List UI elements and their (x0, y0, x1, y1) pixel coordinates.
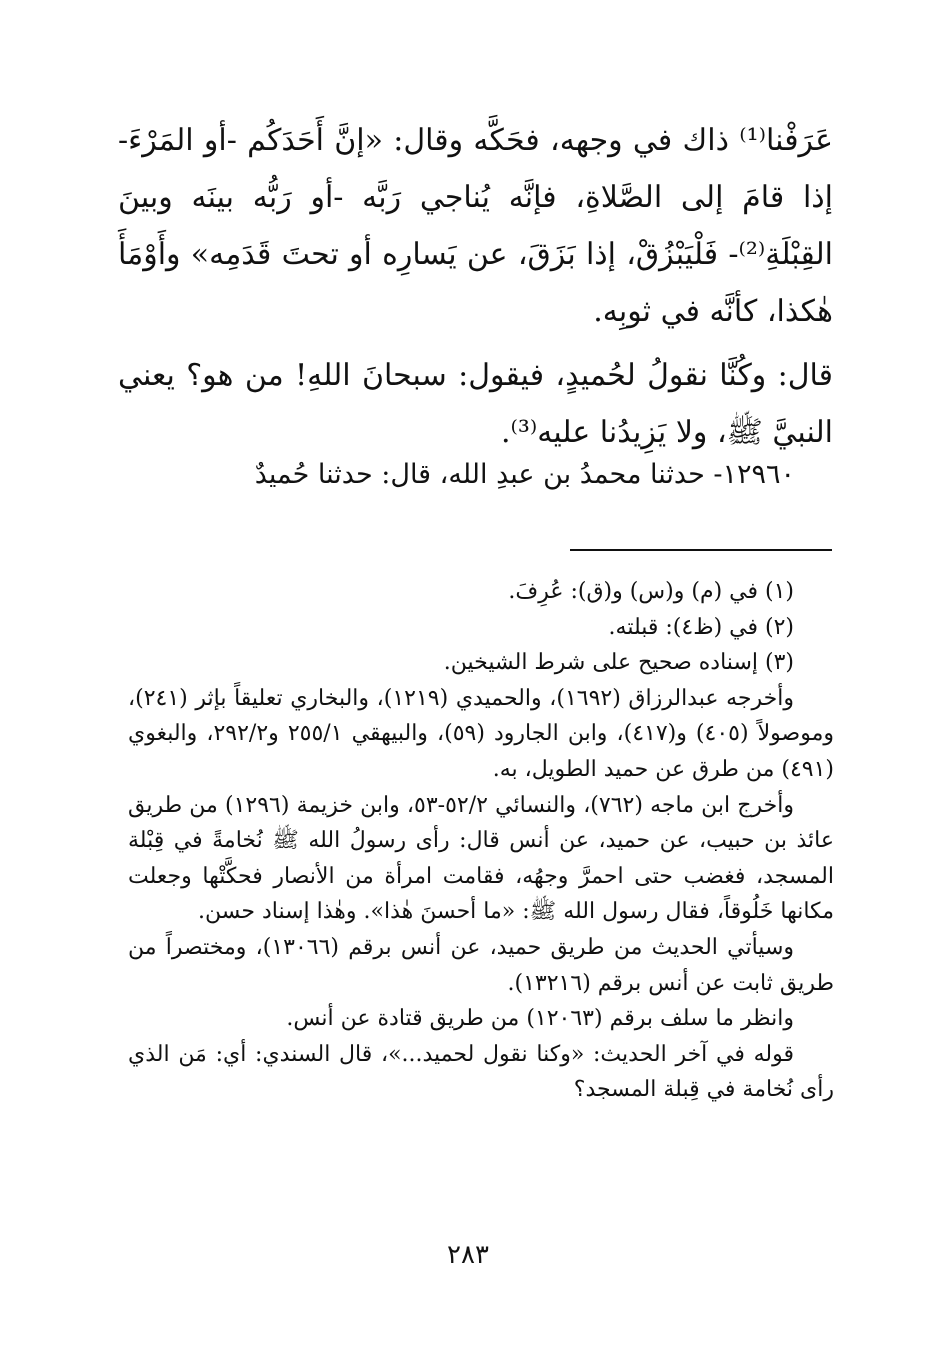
footnote-paragraph-2: وأخرج ابن ماجه (٧٦٢)، والنسائي ٥٢/٢-٥٣، وابن خزيمة (١٢٩٦) من طريق عائذ بن حبيب، عن حميد، عن أنس قال: رأى رسولُ الله ﷺ نُخامةً في قِبْلة المسجد، فغضب حتى احمرَّ وجهُه، فقامت امرأة من الأنصار فحكَّتْها وجعلت مكانها خَلُوقاً، فقال رسول الله ﷺ: «ما أحسنَ هٰذا». وهٰذا إسناد حسن. (128, 792, 834, 925)
footnote-paragraph-1: وأخرجه عبدالرزاق (١٦٩٢)، والحميدي (١٢١٩)، والبخاري تعليقاً بإثر (٢٤١)، وموصولاً (٤٠٥) و(٤١٧)، وابن الجارود (٥٩)، والبيهقي ٢٥٥/١ و٢٩٢/٢، والبغوي (٤٩١) من طرق عن حميد الطويل، به. (128, 685, 834, 782)
hadith-heading: ١٢٩٦٠- حدثنا محمدُ بن عبدِ الله، قال: حدثنا حُميدٌ (254, 459, 795, 490)
footnote-1: (١) في (م) و(س) و(ق): عُرِفَ. (508, 579, 794, 604)
footnote-divider (570, 549, 832, 551)
footnotes (128, 574, 834, 1108)
main-paragraph-1: عَرَفْنا⁽¹⁾ ذاك في وجهه، فحَكَّه وقال: «إنَّ أَحَدَكُم -أو المَرْءَ- إذا قامَ إلى الصَّلاةِ، فإنَّه يُناجي رَبَّه -أو رَبُّه بينَه وبينَ القِبْلَةِ⁽²⁾- فَلْيَبْزُقْ، إذا بَزَقَ، عن يَسارِه أو تحتَ قَدَمِه» وأَوْمَأَ هٰكذا، كأنَّه في ثوبِه. (118, 123, 833, 329)
footnote-paragraph-3: وسيأتي الحديث من طريق حميد، عن أنس برقم (١٣٠٦٦)، ومختصراً من طريق ثابت عن أنس برقم (١٣٢١٦). (128, 934, 834, 996)
main-text (118, 112, 833, 461)
footnote-paragraph-5: قوله في آخر الحديث: «وكنا نقول لحميد...»، قال السندي: أي: مَن الذي رأى نُخامة في قِبلة المسجد؟ (128, 1041, 834, 1103)
page-number: ٢٨٣ (447, 1240, 489, 1270)
footnote-2: (٢) في (ظ٤): قبلته. (608, 614, 794, 640)
footnote-paragraph-4: وانظر ما سلف برقم (١٢٠٦٣) من طريق قتادة عن أنس. (286, 1006, 794, 1032)
main-paragraph-2: قال: وكُنَّا نقولُ لحُميدٍ، فيقول: سبحانَ اللهِ! من هو؟ يعني النبيَّ ﷺ، ولا يَزِيدُنا عليه⁽³⁾. (118, 358, 833, 450)
footnote-3: (٣) إسناده صحيح على شرط الشيخين. (443, 650, 794, 676)
